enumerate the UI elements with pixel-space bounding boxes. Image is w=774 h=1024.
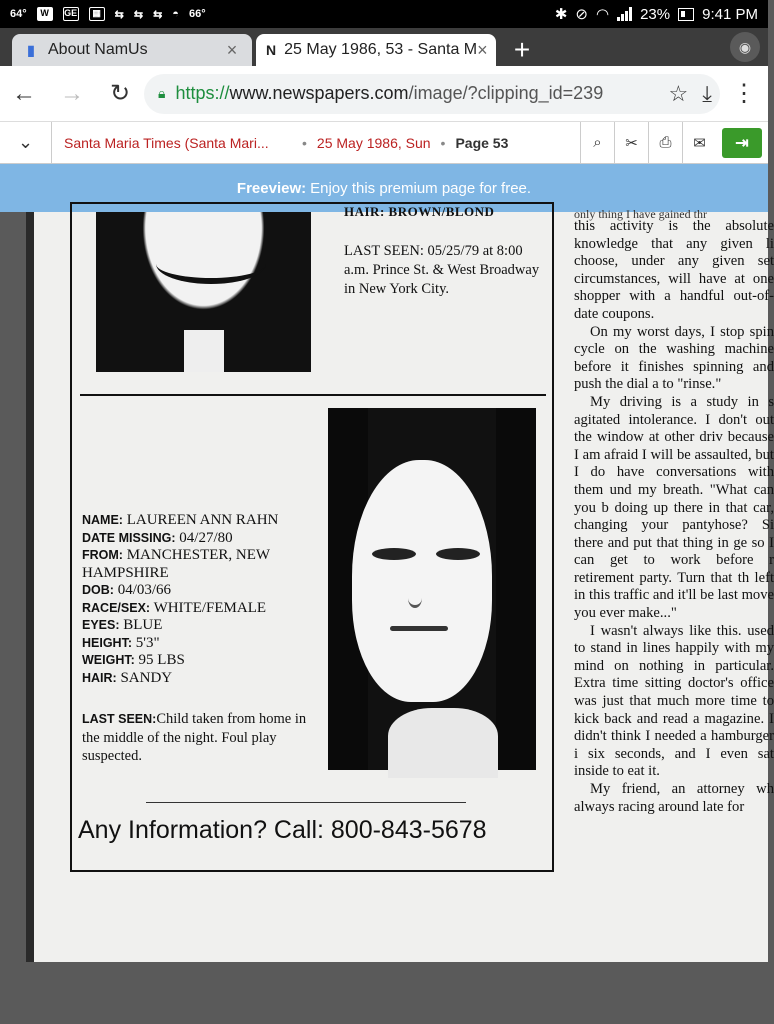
article-column — [574, 206, 774, 816]
browser-toolbar — [0, 66, 768, 122]
article-paragraph: My friend, an attorney wh always racing around late for — [574, 781, 774, 815]
download-icon[interactable]: ⤓ — [702, 80, 712, 106]
photo-detail — [408, 588, 422, 608]
bluetooth-icon: ✱ — [554, 6, 568, 23]
missing-child-photo-1 — [96, 212, 311, 372]
wifi-icon: ◠ — [596, 6, 610, 23]
freeview-text: Enjoy this premium page for free. — [310, 179, 532, 197]
partial-hair-line: HAIR: BROWN/BLOND — [344, 204, 495, 219]
article-paragraph: this activity is the absolute knowledge that any given li choose, under any given set circumstances, will have at one shopper with a handful out-of-date coupons. — [574, 218, 774, 322]
photo-detail — [496, 408, 536, 770]
menu-kebab-icon[interactable]: ⋮ — [732, 80, 756, 107]
w-app-icon: W — [37, 7, 53, 21]
new-tab-button[interactable]: + — [513, 34, 531, 65]
lock-icon: 🔒︎ — [158, 85, 166, 101]
hotline-text: Any Information? Call: 800-843-5678 — [78, 816, 487, 844]
newspaper-title[interactable]: Santa Maria Times (Santa Mari... — [64, 134, 269, 151]
close-tab-icon[interactable]: × — [477, 39, 488, 60]
url-text[interactable] — [175, 83, 660, 104]
sync-icon: ⇆ — [153, 8, 163, 21]
photo-detail — [436, 548, 480, 560]
photo-detail — [352, 460, 492, 702]
chevron-down-icon[interactable]: ⌄ — [0, 122, 52, 164]
weather-temperature: 66° — [188, 8, 206, 20]
cell-signal-icon — [617, 7, 632, 21]
android-status-bar — [0, 0, 768, 28]
newspapers-favicon-icon: N — [266, 42, 277, 58]
page-edge-shadow — [26, 212, 34, 962]
photo-detail — [156, 244, 266, 284]
status-left-icons — [0, 7, 206, 21]
forward-arrow-icon[interactable]: → — [60, 79, 84, 107]
newspaper-page-image[interactable] — [26, 204, 774, 962]
detail-row-from: FROM: MANCHESTER, NEW HAMPSHIRE — [82, 547, 270, 581]
detail-row-weight: WEIGHT: 95 LBS — [82, 652, 185, 668]
divider-line — [80, 394, 546, 396]
close-tab-icon[interactable]: × — [226, 39, 238, 60]
search-icon[interactable]: ⌕ — [580, 122, 614, 164]
reload-icon[interactable]: ↻ — [109, 80, 131, 107]
photo-detail — [388, 708, 498, 778]
photo-detail — [390, 626, 448, 631]
url-host: www.newspapers.com — [229, 83, 409, 103]
detail-row-height: HEIGHT: 5'3" — [82, 634, 160, 651]
separator-dot: • — [302, 134, 307, 151]
enter-fullscreen-button[interactable]: ⇥ — [722, 128, 762, 158]
battery-percent: 23% — [640, 5, 671, 23]
detail-row-hair: HAIR: SANDY — [82, 669, 173, 686]
image-notification-icon: ▦ — [89, 7, 105, 21]
ge-app-icon: GE — [63, 7, 79, 21]
tab-newspapers-clipping[interactable] — [256, 34, 496, 66]
namus-icon: ▮ — [27, 41, 35, 58]
last-seen-text-2: LAST SEEN:Child taken from home in the middle of the night. Foul play suspected. — [82, 711, 307, 764]
status-right-icons — [555, 5, 768, 23]
missing-person-details — [82, 512, 324, 687]
address-bar[interactable] — [144, 74, 720, 114]
issue-date[interactable]: 25 May 1986, Sun — [316, 134, 431, 151]
article-paragraph: My driving is a study in s agitated intolerance. I don't out the window at other driv because I am afraid I will be assaulted, but I do have conversations with them und my breath. "What can you b doing up there in that car, changing your pantyhose? Si there and put that thing in ge so I can get to work before r retirement party. Turn that th left in this traffic and it'll be last move you ever make..." — [574, 393, 774, 622]
detail-row-race-sex: RACE/SEX: WHITE/FEMALE — [82, 599, 267, 616]
freeview-label: Freeview: — [236, 179, 307, 197]
article-paragraph: I wasn't always like this. used to stand in lines happily with my mind on nothing in particular. Extra time sitting doctor's office was just that much more time to kick back and read a magazine. I didn't think I needed a hamburger i six seconds, and I even sat inside to eat it. — [574, 622, 774, 780]
separator-dot: • — [440, 134, 446, 151]
missing-child-photo-2 — [328, 408, 536, 770]
url-scheme: https:// — [175, 83, 230, 103]
clock: 9:41 PM — [702, 5, 758, 23]
divider-line — [146, 802, 466, 803]
do-not-disturb-icon: ⊘ — [575, 6, 588, 23]
detail-row-name: NAME: LAUREEN ANN RAHN — [82, 512, 279, 528]
clip-scissors-icon[interactable]: ✂ — [614, 122, 648, 164]
tab-title: 25 May 1986, 53 - Santa M — [284, 41, 478, 58]
article-paragraph: On my worst days, I stop spin cycle on the washing machine before it finishes spinning and push the dial a to "rinse." — [574, 323, 774, 393]
temperature-notification: 64° — [10, 8, 27, 20]
back-arrow-icon[interactable]: ← — [12, 79, 36, 107]
bookmark-star-icon[interactable]: ☆ — [668, 80, 689, 106]
url-path: /image/?clipping_id=239 — [408, 83, 604, 103]
print-icon[interactable]: ⎙ — [648, 122, 682, 164]
detail-row-date-missing: DATE MISSING: 04/27/80 — [82, 529, 233, 546]
email-icon[interactable]: ✉ — [682, 122, 716, 164]
detail-row-dob: DOB: 04/03/66 — [82, 582, 172, 598]
photo-detail — [184, 330, 224, 372]
last-seen-text-1: LAST SEEN: 05/25/79 at 8:00 a.m. Prince St. & West Broadway in New York City. — [344, 243, 540, 297]
article-partial-line: only thing I have gained thr — [574, 207, 707, 221]
newspapers-viewer-bar — [0, 122, 768, 164]
page-number[interactable]: Page 53 — [455, 134, 509, 151]
photo-detail — [372, 548, 416, 560]
battery-icon — [678, 8, 694, 21]
incognito-icon[interactable]: ◉ — [730, 32, 760, 62]
incognito-notification-icon: ◓ — [172, 8, 179, 20]
tab-about-namus[interactable] — [12, 34, 252, 66]
sync-icon: ⇆ — [133, 8, 144, 21]
tab-title: About NamUs — [48, 41, 148, 58]
sync-icon: ⇆ — [114, 8, 124, 21]
detail-row-eyes: EYES: BLUE — [82, 617, 163, 633]
tab-strip — [0, 28, 768, 66]
